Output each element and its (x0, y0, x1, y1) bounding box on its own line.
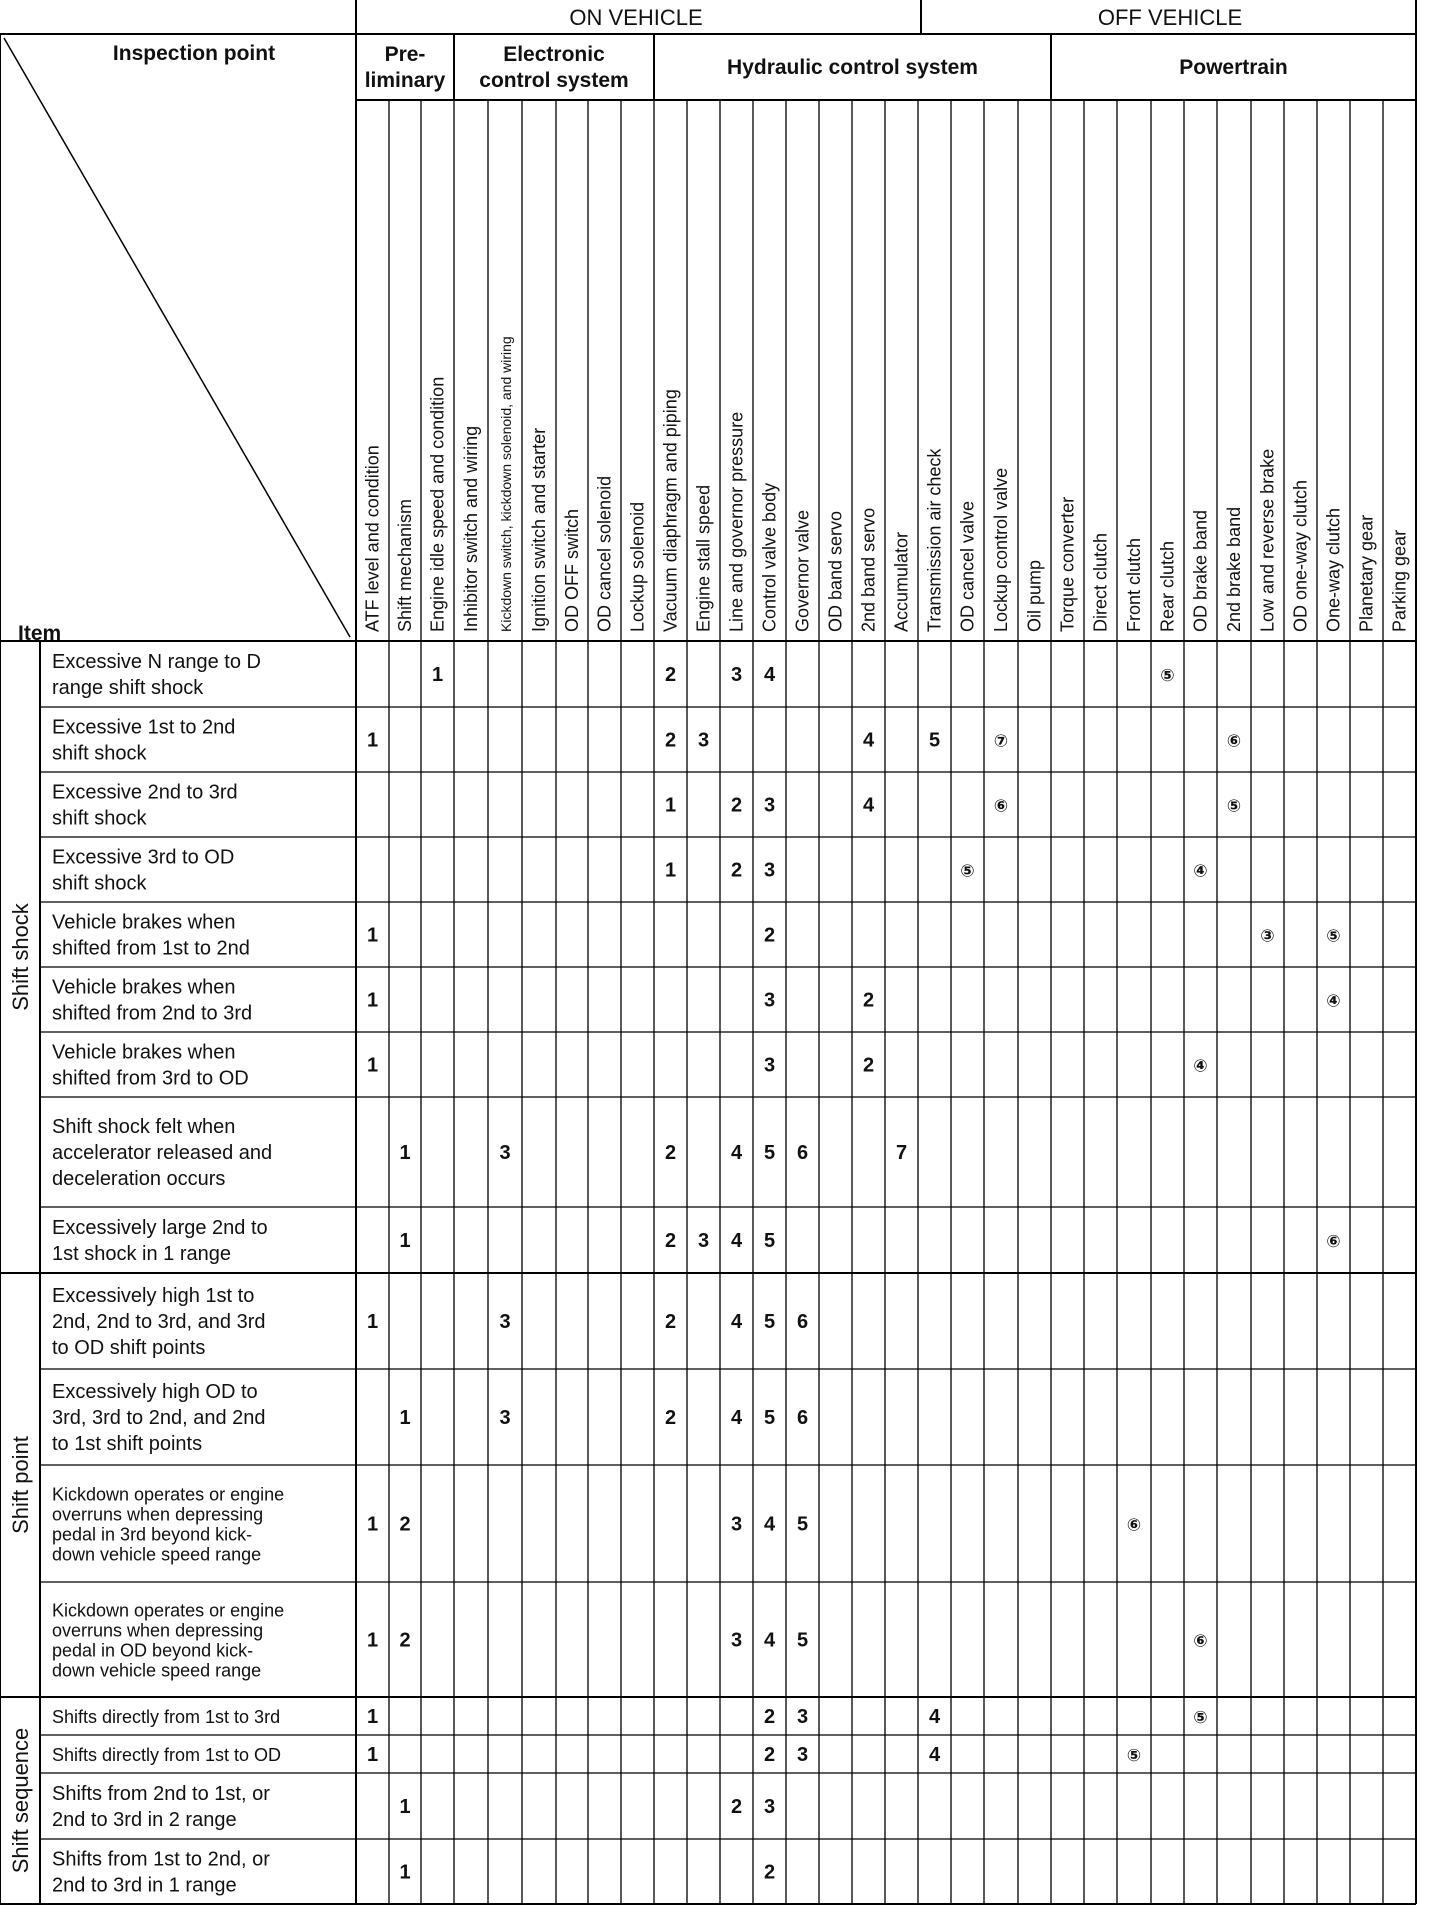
group-label-hydraulic: Hydraulic control system (727, 56, 978, 79)
check-order: 1 (366, 924, 379, 947)
row-label: shifted from 1st to 2nd (52, 937, 250, 960)
column-header-planetary-gear: Planetary gear (1356, 514, 1377, 632)
column-header-lockup-control-valve: Lockup control valve (991, 467, 1011, 632)
check-order: 1 (431, 664, 444, 686)
circled-check-order: ⑤ (1226, 796, 1242, 816)
check-order: 1 (399, 1861, 411, 1884)
column-header-parking-gear: Parking gear (1389, 529, 1410, 632)
circled-check-order: ⑦ (993, 731, 1009, 751)
table-row (52, 1706, 1208, 1728)
circled-check-order: ⑤ (960, 861, 975, 881)
check-order: 2 (664, 1311, 677, 1333)
column-header-transmission-air-check: Transmission air check (924, 448, 945, 632)
check-order: 3 (730, 1629, 743, 1652)
column-header-engine-stall-speed: Engine stall speed (693, 484, 714, 632)
column-header-vacuum-diaphragm-and-piping: Vacuum diaphragm and piping (660, 389, 681, 632)
table-row (52, 1744, 1141, 1766)
circled-check-order: ③ (1260, 926, 1275, 946)
check-order: 5 (763, 1407, 776, 1429)
check-order: 1 (366, 1054, 379, 1077)
circled-check-order: ④ (1326, 991, 1341, 1011)
check-order: 4 (730, 1407, 743, 1429)
check-order: 2 (399, 1629, 411, 1652)
check-order: 1 (664, 794, 677, 817)
row-label: Shift shock felt when (52, 1116, 236, 1138)
circled-check-order: ⑥ (1226, 731, 1242, 751)
check-order: 2 (862, 989, 875, 1012)
item-label: Item (18, 622, 62, 645)
row-label: Shifts from 1st to 2nd, or (52, 1848, 270, 1871)
row-label: overruns when depressing (52, 1620, 264, 1641)
row-label: Vehicle brakes when (52, 1041, 236, 1064)
check-order: 5 (928, 729, 941, 752)
row-label: Excessive 3rd to OD (52, 846, 235, 869)
check-order: 3 (499, 1142, 511, 1164)
table-row (52, 1783, 775, 1831)
row-label: 3rd, 3rd to 2nd, and 2nd (52, 1407, 266, 1429)
check-order: 2 (763, 1706, 776, 1728)
row-label: down vehicle speed range (52, 1660, 262, 1681)
row-label: 2nd to 3rd in 2 range (52, 1809, 237, 1831)
table-row (52, 1217, 1341, 1265)
check-order: 4 (730, 1311, 743, 1333)
category-shift-point: Shift point (8, 1436, 33, 1534)
row-label: Vehicle brakes when (52, 976, 236, 999)
column-header-lockup-solenoid: Lockup solenoid (627, 501, 648, 632)
row-label: Excessively high OD to (52, 1381, 258, 1403)
check-order: 5 (796, 1513, 809, 1536)
row-label: to 1st shift points (52, 1433, 203, 1455)
check-order: 7 (895, 1142, 908, 1164)
table-row (52, 651, 1175, 699)
circled-check-order: ⑤ (1193, 1708, 1208, 1727)
circled-check-order: ④ (1193, 861, 1208, 881)
column-header-od-cancel-valve: OD cancel valve (957, 500, 978, 632)
table-row (52, 1285, 808, 1359)
group-headers (365, 43, 1288, 92)
group-label-prelim: liminary (364, 69, 446, 92)
check-order: 1 (399, 1230, 411, 1252)
check-order: 2 (664, 664, 677, 686)
check-order: 2 (664, 1407, 677, 1429)
check-order: 2 (862, 1054, 875, 1077)
check-order: 4 (928, 1744, 941, 1766)
column-header-ignition-switch-and-starter: Ignition switch and starter (529, 427, 549, 632)
row-label: down vehicle speed range (52, 1544, 262, 1565)
check-order: 1 (366, 1744, 379, 1766)
column-header-control-valve-body: Control valve body (759, 482, 780, 632)
row-label: Shifts directly from 1st to OD (52, 1745, 282, 1765)
column-header-od-band-servo: OD band servo (825, 510, 846, 632)
check-order: 1 (366, 1629, 379, 1652)
check-order: 4 (928, 1706, 941, 1728)
column-header-rear-clutch: Rear clutch (1157, 540, 1178, 632)
row-label: 2nd to 3rd in 1 range (52, 1874, 237, 1897)
table-row (52, 1601, 1208, 1681)
column-header-low-and-reverse-brake: Low and reverse brake (1257, 448, 1278, 632)
group-label-electronic: Electronic (503, 43, 605, 66)
check-order: 2 (763, 1861, 776, 1884)
check-order: 1 (366, 1513, 379, 1536)
column-header-kickdown-switch-kickdown-solenoid-and-wiring: Kickdown switch, kickdown solenoid, and wiring (498, 336, 514, 632)
check-order: 1 (366, 729, 379, 752)
table-row (52, 977, 1341, 1025)
row-label: shifted from 3rd to OD (52, 1067, 249, 1090)
check-order: 4 (763, 1629, 776, 1652)
table-row (52, 717, 1241, 765)
group-label-powertrain: Powertrain (1179, 56, 1288, 79)
row-categories (8, 902, 33, 1873)
row-label: Excessive 2nd to 3rd (52, 781, 238, 804)
row-label: deceleration occurs (52, 1168, 226, 1190)
check-order: 2 (664, 1142, 677, 1164)
check-order: 2 (730, 794, 743, 817)
column-header-od-cancel-solenoid: OD cancel solenoid (594, 475, 615, 632)
check-order: 1 (366, 1706, 379, 1728)
inspection-point-label: Inspection point (112, 42, 276, 65)
table-row (52, 1485, 1141, 1565)
check-order: 3 (730, 664, 743, 686)
column-header-shift-mechanism: Shift mechanism (395, 498, 415, 632)
table-row (52, 1116, 907, 1190)
column-header-od-one-way-clutch: OD one-way clutch (1290, 479, 1311, 632)
column-header-direct-clutch: Direct clutch (1090, 532, 1111, 632)
table-row (52, 1849, 775, 1897)
column-header-torque-converter: Torque converter (1057, 496, 1078, 632)
check-order: 3 (499, 1407, 511, 1429)
group-label-prelim: Pre- (384, 43, 426, 66)
check-order: 4 (763, 1513, 776, 1536)
check-order: 6 (796, 1311, 809, 1333)
on-vehicle-label: ON VEHICLE (569, 5, 703, 30)
check-order: 3 (697, 1230, 710, 1252)
check-order: 5 (763, 1230, 776, 1252)
category-shift-shock: Shift shock (8, 903, 33, 1011)
check-order: 3 (730, 1513, 743, 1536)
row-label: shift shock (52, 872, 147, 895)
check-order: 3 (763, 1054, 776, 1077)
check-order: 1 (399, 1142, 411, 1164)
circled-check-order: ⑤ (1160, 666, 1175, 685)
check-order: 2 (763, 1744, 776, 1766)
row-label: Shifts from 2nd to 1st, or (52, 1783, 270, 1805)
table-row (52, 847, 1208, 895)
row-label: accelerator released and (52, 1142, 273, 1164)
row-label: shift shock (52, 807, 147, 830)
column-header-governor-valve: Governor valve (792, 509, 813, 632)
check-order: 4 (730, 1142, 743, 1164)
row-label: Excessive N range to D (52, 651, 261, 673)
check-order: 3 (763, 794, 776, 817)
circled-check-order: ⑥ (1326, 1232, 1341, 1251)
row-label: overruns when depressing (52, 1504, 264, 1525)
circled-check-order: ⑤ (1126, 1746, 1142, 1765)
column-header-atf-level-and-condition: ATF level and condition (362, 445, 383, 632)
column-header-line-and-governor-pressure: Line and governor pressure (726, 411, 747, 632)
column-header-od-brake-band: OD brake band (1190, 509, 1211, 632)
check-order: 3 (697, 729, 710, 752)
column-header-inhibitor-switch-and-wiring: Inhibitor switch and wiring (461, 425, 481, 632)
check-order: 4 (730, 1230, 743, 1252)
check-order: 2 (399, 1513, 411, 1536)
row-label: 1st shock in 1 range (52, 1243, 231, 1265)
check-order: 3 (763, 859, 776, 882)
check-order: 5 (763, 1142, 776, 1164)
row-label: shifted from 2nd to 3rd (52, 1002, 253, 1025)
check-order: 2 (730, 859, 743, 882)
check-order: 1 (399, 1407, 411, 1429)
row-label: Excessive 1st to 2nd (52, 716, 236, 739)
check-order: 3 (499, 1311, 511, 1333)
table-row (52, 1042, 1208, 1090)
row-label: Vehicle brakes when (52, 911, 236, 934)
row-label: Kickdown operates or engine (52, 1484, 285, 1505)
off-vehicle-label: OFF VEHICLE (1097, 5, 1243, 30)
circled-check-order: ⑥ (1126, 1515, 1142, 1535)
column-header-2nd-band-servo: 2nd band servo (858, 507, 879, 632)
group-label-electronic: control system (479, 69, 629, 92)
check-order: 2 (664, 1230, 677, 1252)
row-label: pedal in 3rd beyond kick- (52, 1524, 253, 1545)
column-header-front-clutch: Front clutch (1124, 537, 1144, 632)
circled-check-order: ⑥ (993, 796, 1009, 816)
check-order: 6 (796, 1142, 809, 1164)
check-order: 3 (796, 1706, 809, 1728)
column-header-od-off-switch: OD OFF switch (562, 508, 582, 632)
check-order: 1 (664, 859, 677, 882)
check-order: 4 (862, 729, 875, 752)
row-label: Excessively high 1st to (52, 1285, 255, 1307)
column-headers (363, 336, 1410, 632)
check-order: 1 (366, 1311, 379, 1333)
check-order: 6 (796, 1407, 809, 1429)
check-order: 5 (796, 1629, 809, 1652)
check-order: 5 (763, 1311, 776, 1333)
row-label: Kickdown operates or engine (52, 1600, 285, 1621)
check-order: 1 (366, 989, 379, 1012)
check-order: 2 (730, 1796, 743, 1818)
check-order: 3 (796, 1744, 809, 1766)
row-label: 2nd, 2nd to 3rd, and 3rd (52, 1311, 266, 1333)
category-shift-sequence: Shift sequence (8, 1727, 33, 1874)
check-order: 4 (763, 664, 776, 686)
circled-check-order: ⑥ (1193, 1631, 1208, 1651)
row-label: shift shock (52, 742, 147, 765)
table-row (52, 912, 1341, 960)
table-row (52, 1381, 808, 1455)
circled-check-order: ⑤ (1326, 926, 1341, 946)
check-order: 2 (763, 924, 776, 947)
check-order: 3 (763, 989, 776, 1012)
corner-diagonal (4, 38, 350, 637)
check-order: 1 (399, 1796, 411, 1818)
column-header-accumulator: Accumulator (891, 531, 912, 632)
column-header-2nd-brake-band: 2nd brake band (1224, 506, 1244, 632)
row-label: range shift shock (52, 677, 204, 699)
column-header-engine-idle-speed-and-condition: Engine idle speed and condition (427, 376, 448, 632)
check-order: 2 (664, 729, 677, 752)
row-label: to OD shift points (52, 1337, 206, 1359)
table-row (52, 782, 1241, 830)
circled-check-order: ④ (1193, 1056, 1208, 1076)
column-header-one-way-clutch: One-way clutch (1323, 507, 1344, 632)
check-order: 4 (862, 794, 875, 817)
check-order: 3 (763, 1796, 776, 1818)
column-header-oil-pump: Oil pump (1024, 559, 1045, 632)
row-label: pedal in OD beyond kick- (52, 1640, 254, 1661)
row-label: Excessively large 2nd to (52, 1217, 268, 1239)
row-label: Shifts directly from 1st to 3rd (52, 1707, 281, 1727)
